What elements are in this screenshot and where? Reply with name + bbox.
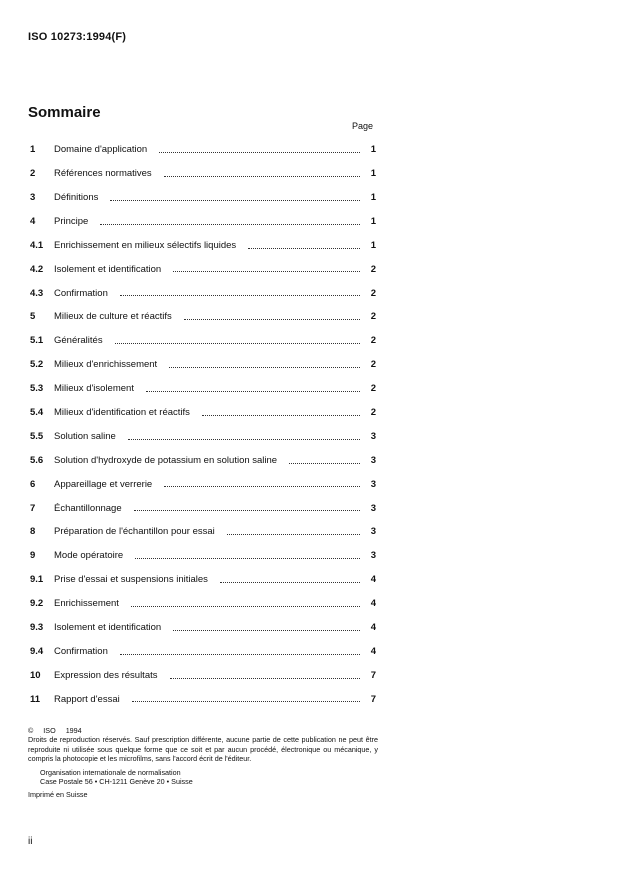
toc-entry[interactable] [30,664,376,688]
toc-entry-number: 8 [30,526,36,538]
toc-entry[interactable] [30,234,376,258]
toc-entry-title: Confirmation [54,287,108,299]
toc-dot-leader [248,247,360,249]
toc-entry-page: 1 [370,215,376,227]
toc-entry-number: 7 [30,502,36,514]
toc-dot-leader [128,438,360,440]
toc-entry-title: Isolement et identification [54,263,162,275]
toc-entry[interactable] [30,377,376,401]
toc-dot-leader [173,629,360,631]
toc-entry[interactable] [30,520,376,544]
toc-entry[interactable] [30,544,376,568]
toc-entry-title: Enrichissement en milieux sélectifs liquides [54,239,237,251]
toc-entry-number: 9.1 [30,574,44,586]
toc-entry-page: 3 [370,478,376,490]
toc-entry[interactable] [30,687,376,711]
toc-entry-number: 5.2 [30,359,44,371]
toc-dot-leader [159,151,360,153]
toc-entry-page: 2 [370,311,376,323]
document-id: ISO 10273:1994(F) [28,31,127,43]
toc-entry-number: 4.2 [30,263,44,275]
toc-entry[interactable] [30,568,376,592]
toc-entry-page: 3 [370,502,376,514]
copyright-line [28,726,378,735]
toc-entry-title: Définitions [54,191,99,203]
toc-entry-title: Confirmation [54,645,108,657]
toc-entry-title: Solution saline [54,430,116,442]
toc-entry-number: 9 [30,550,36,562]
toc-entry[interactable] [30,616,376,640]
toc-entry-number: 6 [30,478,36,490]
toc-entry-title: Expression des résultats [54,669,158,681]
copyright-block [28,726,378,800]
toc-entry-page: 2 [370,359,376,371]
copyright-symbol: © [28,726,34,735]
toc-dot-leader [120,294,360,296]
toc-entry-number: 11 [30,693,41,705]
toc-dot-leader [134,509,360,511]
toc-dot-leader [120,653,360,655]
toc-entry-number: 1 [30,144,36,156]
toc-dot-leader [100,223,360,225]
page-number: ii [28,836,33,847]
toc-entry-title: Généralités [54,335,103,347]
toc-dot-leader [135,557,360,559]
toc-dot-leader [164,485,360,487]
toc-entry[interactable] [30,281,376,305]
copyright-org: ISO [43,726,56,735]
toc-entry-number: 3 [30,191,36,203]
toc-entry-page: 2 [370,406,376,418]
toc-entry-title: Références normatives [54,168,152,180]
toc-entry[interactable] [30,472,376,496]
toc-entry-title: Milieux d'enrichissement [54,359,158,371]
toc-entry-page: 1 [370,144,376,156]
toc-entry-page: 1 [370,168,376,180]
toc-entry-title: Isolement et identification [54,622,162,633]
toc-entry[interactable] [30,592,376,616]
toc-entry-number: 9.4 [30,645,44,657]
toc-entry-page: 4 [370,645,376,657]
toc-entry-title: Milieux d'identification et réactifs [54,406,190,418]
toc-dot-leader [227,533,360,535]
toc-dot-leader [169,366,360,368]
toc-entry-title: Appareillage et verrerie [54,478,153,490]
toc-entry[interactable] [30,329,376,353]
toc-entry-title: Mode opératoire [54,550,124,562]
toc-entry-title: Milieux de culture et réactifs [54,311,172,323]
toc-entry-page: 4 [370,574,376,586]
toc-dot-leader [131,605,360,607]
toc-entry-page: 2 [370,263,376,275]
toc-entry-page: 4 [370,622,376,633]
toc-entry-page: 1 [370,239,376,251]
toc-entry[interactable] [30,305,376,329]
toc-entry-page: 3 [370,526,376,538]
toc-entry-title: Solution d'hydroxyde de potassium en solution saline [54,454,278,466]
toc-entry-page: 2 [370,383,376,395]
toc-entry-page: 2 [370,335,376,347]
toc-entry-number: 5.4 [30,406,44,418]
toc-dot-leader [115,342,360,344]
toc-dot-leader [220,581,360,583]
rights-text: Droits de reproduction réservés. Sauf prescription différente, aucune partie de cette publication ne peut être reproduite ni utilisée sous quelque forme que ce soit et par aucun procédé, électronique ou mécanique, y compris la photocopie et les microfilms, sans l'accord écrit de l'éditeur. [28,735,378,764]
toc-entry-number: 5.5 [30,430,44,442]
toc-dot-leader [146,390,360,392]
toc-entry[interactable] [30,257,376,281]
toc-entry[interactable] [30,162,376,186]
toc-entry-page: 1 [370,191,376,203]
copyright-year: 1994 [65,726,82,735]
organization-name: Organisation internationale de normalisation [40,767,181,777]
toc-entry[interactable] [30,186,376,210]
toc-entry-number: 4.1 [30,239,44,251]
toc-entry-number: 5.1 [30,335,44,347]
postal-address: Case Postale 56 • CH-1211 Genève 20 • Suisse [40,777,193,787]
toc-dot-leader [202,414,360,416]
toc-dot-leader [170,677,361,679]
toc-entry-title: Enrichissement [54,598,119,610]
toc-entry-page: 3 [370,550,376,562]
toc-entry-number: 5.6 [30,454,44,466]
toc-entry-page: 7 [370,669,376,681]
page-column-label: Page [352,121,374,131]
toc-entry-number: 5 [30,311,36,323]
toc-entry[interactable] [30,138,376,162]
toc-entry[interactable] [30,640,376,664]
toc-entry-number: 10 [30,669,41,681]
toc-entry-number: 5.3 [30,383,44,395]
toc-entry[interactable] [30,449,376,473]
toc-entry-number: 4 [30,215,36,227]
toc-entry[interactable] [30,496,376,520]
toc-dot-leader [164,175,360,177]
toc-entry-title: Rapport d'essai [54,693,120,705]
toc-entry[interactable] [30,353,376,377]
toc-entry-title: Prise d'essai et suspensions initiales [54,574,208,586]
toc-entry[interactable] [30,425,376,449]
page-title: Sommaire [28,104,101,121]
toc-entry-page: 7 [370,693,376,705]
toc-dot-leader [184,318,360,320]
toc-entry-page: 2 [370,287,376,299]
toc-entry-title: Principe [54,215,89,227]
toc-dot-leader [173,270,360,272]
toc-entry-title: Milieux d'isolement [54,383,134,395]
toc-entry[interactable] [30,210,376,234]
organization-address [28,768,378,787]
toc-entry-number: 9.3 [30,622,44,633]
toc-entry-page: 4 [370,598,376,610]
toc-entry[interactable] [30,401,376,425]
toc-entry-number: 2 [30,168,36,180]
toc-entry-title: Domaine d'application [54,144,148,156]
toc-entry-number: 4.3 [30,287,44,299]
toc-dot-leader [289,462,360,464]
table-of-contents [30,138,376,711]
toc-entry-title: Échantillonnage [54,502,122,514]
toc-dot-leader [110,199,360,201]
toc-entry-number: 9.2 [30,598,44,610]
toc-entry-title: Préparation de l'échantillon pour essai [54,526,215,538]
printed-in: Imprimé en Suisse [28,790,88,800]
toc-dot-leader [132,700,360,702]
toc-entry-page: 3 [370,430,376,442]
toc-entry-page: 3 [370,454,376,466]
